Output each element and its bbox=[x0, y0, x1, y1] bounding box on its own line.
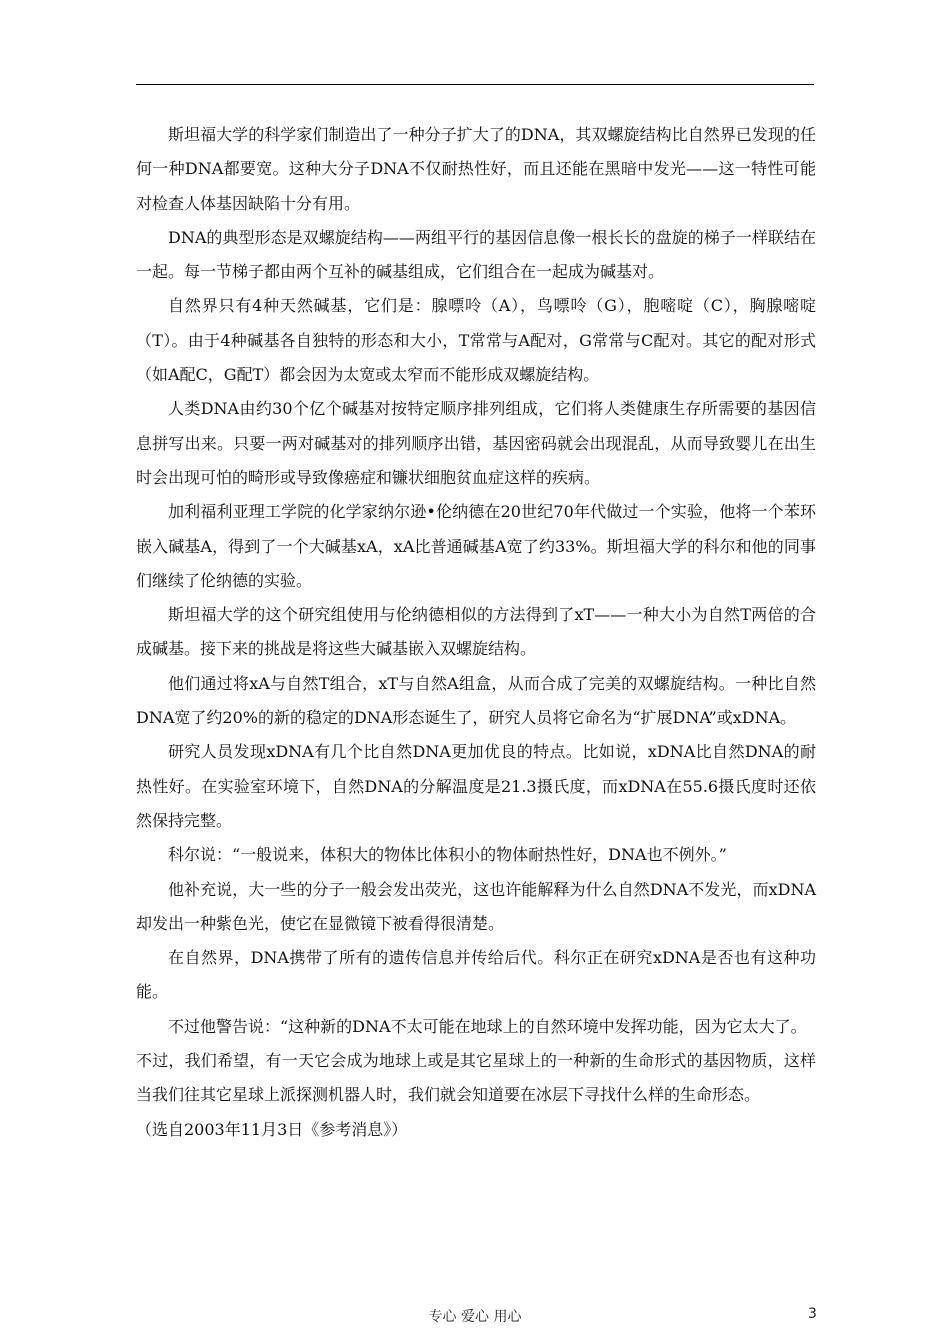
paragraph: 他们通过将xA与自然T组合，xT与自然A组盒，从而合成了完美的双螺旋结构。一种比自然DNA宽了约20%的新的稳定的DNA形态诞生了，研究人员将它命名为“扩展DNA”或xDNA。 bbox=[136, 673, 816, 728]
paragraph-continuation: 不过，我们希望，有一天它会成为地球上或是其它星球上的一种新的生命形式的基因物质，这样当我们往其它星球上派探测机器人时，我们就会知道要在冰层下寻找什么样的生命形态。 bbox=[136, 1051, 816, 1105]
paragraph: 研究人员发现xDNA有几个比自然DNA更加优良的特点。比如说，xDNA比自然DNA的耐热性好。在实验室环境下，自然DNA的分解温度是21.3摄氏度，而xDNA在55.6摄氏度时还依然保持完整。 bbox=[136, 742, 816, 830]
paragraph: 自然界只有4种天然碱基，它们是：腺嘌呤（A），鸟嘌呤（G），胞嘧啶（C），胸腺嘧啶（T）。由于4种碱基各自独特的形态和大小，T常常与A配对，G常常与C配对。其它的配对形式（如A配C，G配T）都会因为太宽或太窄而不能形成双螺旋结构。 bbox=[136, 296, 816, 385]
paragraph: 人类DNA由约30个亿个碱基对按特定顺序排列组成，它们将人类健康生存所需要的基因信息拼写出来。只要一两对碱基对的排列顺序出错，基因密码就会出现混乱，从而导致婴儿在出生时会出现可怕的畸形或导致像癌症和镰状细胞贫血症这样的疾病。 bbox=[136, 399, 816, 487]
paragraph: 斯坦福大学的科学家们制造出了一种分子扩大了的DNA，其双螺旋结构比自然界已发现的任何一种DNA都要宽。这种大分子DNA不仅耐热性好，而且还能在黑暗中发光——这一特性可能对检查人体基因缺陷十分有用。 bbox=[136, 125, 816, 213]
paragraph: 他补充说，大一些的分子一般会发出荧光，这也许能解释为什么自然DNA不发光，而xDNA却发出一种紫色光，使它在显微镜下被看得很清楚。 bbox=[136, 879, 816, 933]
paragraph: 斯坦福大学的这个研究组使用与伦纳德相似的方法得到了xT——一种大小为自然T两倍的合成碱基。接下来的挑战是将这些大碱基嵌入双螺旋结构。 bbox=[136, 605, 816, 659]
source-citation: （选自2003年11月3日《参考消息》） bbox=[136, 1119, 408, 1139]
footer-motto: 专心 爱心 用心 bbox=[428, 1309, 522, 1325]
paragraph: 加利福利亚理工学院的化学家纳尔逊•伦纳德在20世纪70年代做过一个实验，他将一个苯环嵌入碱基A，得到了一个大碱基xA，xA比普通碱基A宽了约33%。斯坦福大学的科尔和他的同事们继续了伦纳德的实验。 bbox=[136, 502, 816, 590]
page-number: 3 bbox=[808, 1306, 817, 1322]
header-rule bbox=[136, 84, 814, 85]
paragraph: 科尔说：“一般说来，体积大的物体比体积小的物体耐热性好，DNA也不例外。” bbox=[168, 845, 727, 865]
article-body bbox=[136, 118, 816, 1147]
paragraph: 在自然界，DNA携带了所有的遗传信息并传给后代。科尔正在研究xDNA是否也有这种功能。 bbox=[136, 948, 816, 1002]
paragraph: DNA的典型形态是双螺旋结构——两组平行的基因信息像一根长长的盘旋的梯子一样联结在一起。每一节梯子都由两个互补的碱基组成，它们组合在一起成为碱基对。 bbox=[136, 227, 816, 282]
paragraph: 不过他警告说：“这种新的DNA不太可能在地球上的自然环境中发挥功能，因为它太大了。 bbox=[168, 1016, 807, 1036]
